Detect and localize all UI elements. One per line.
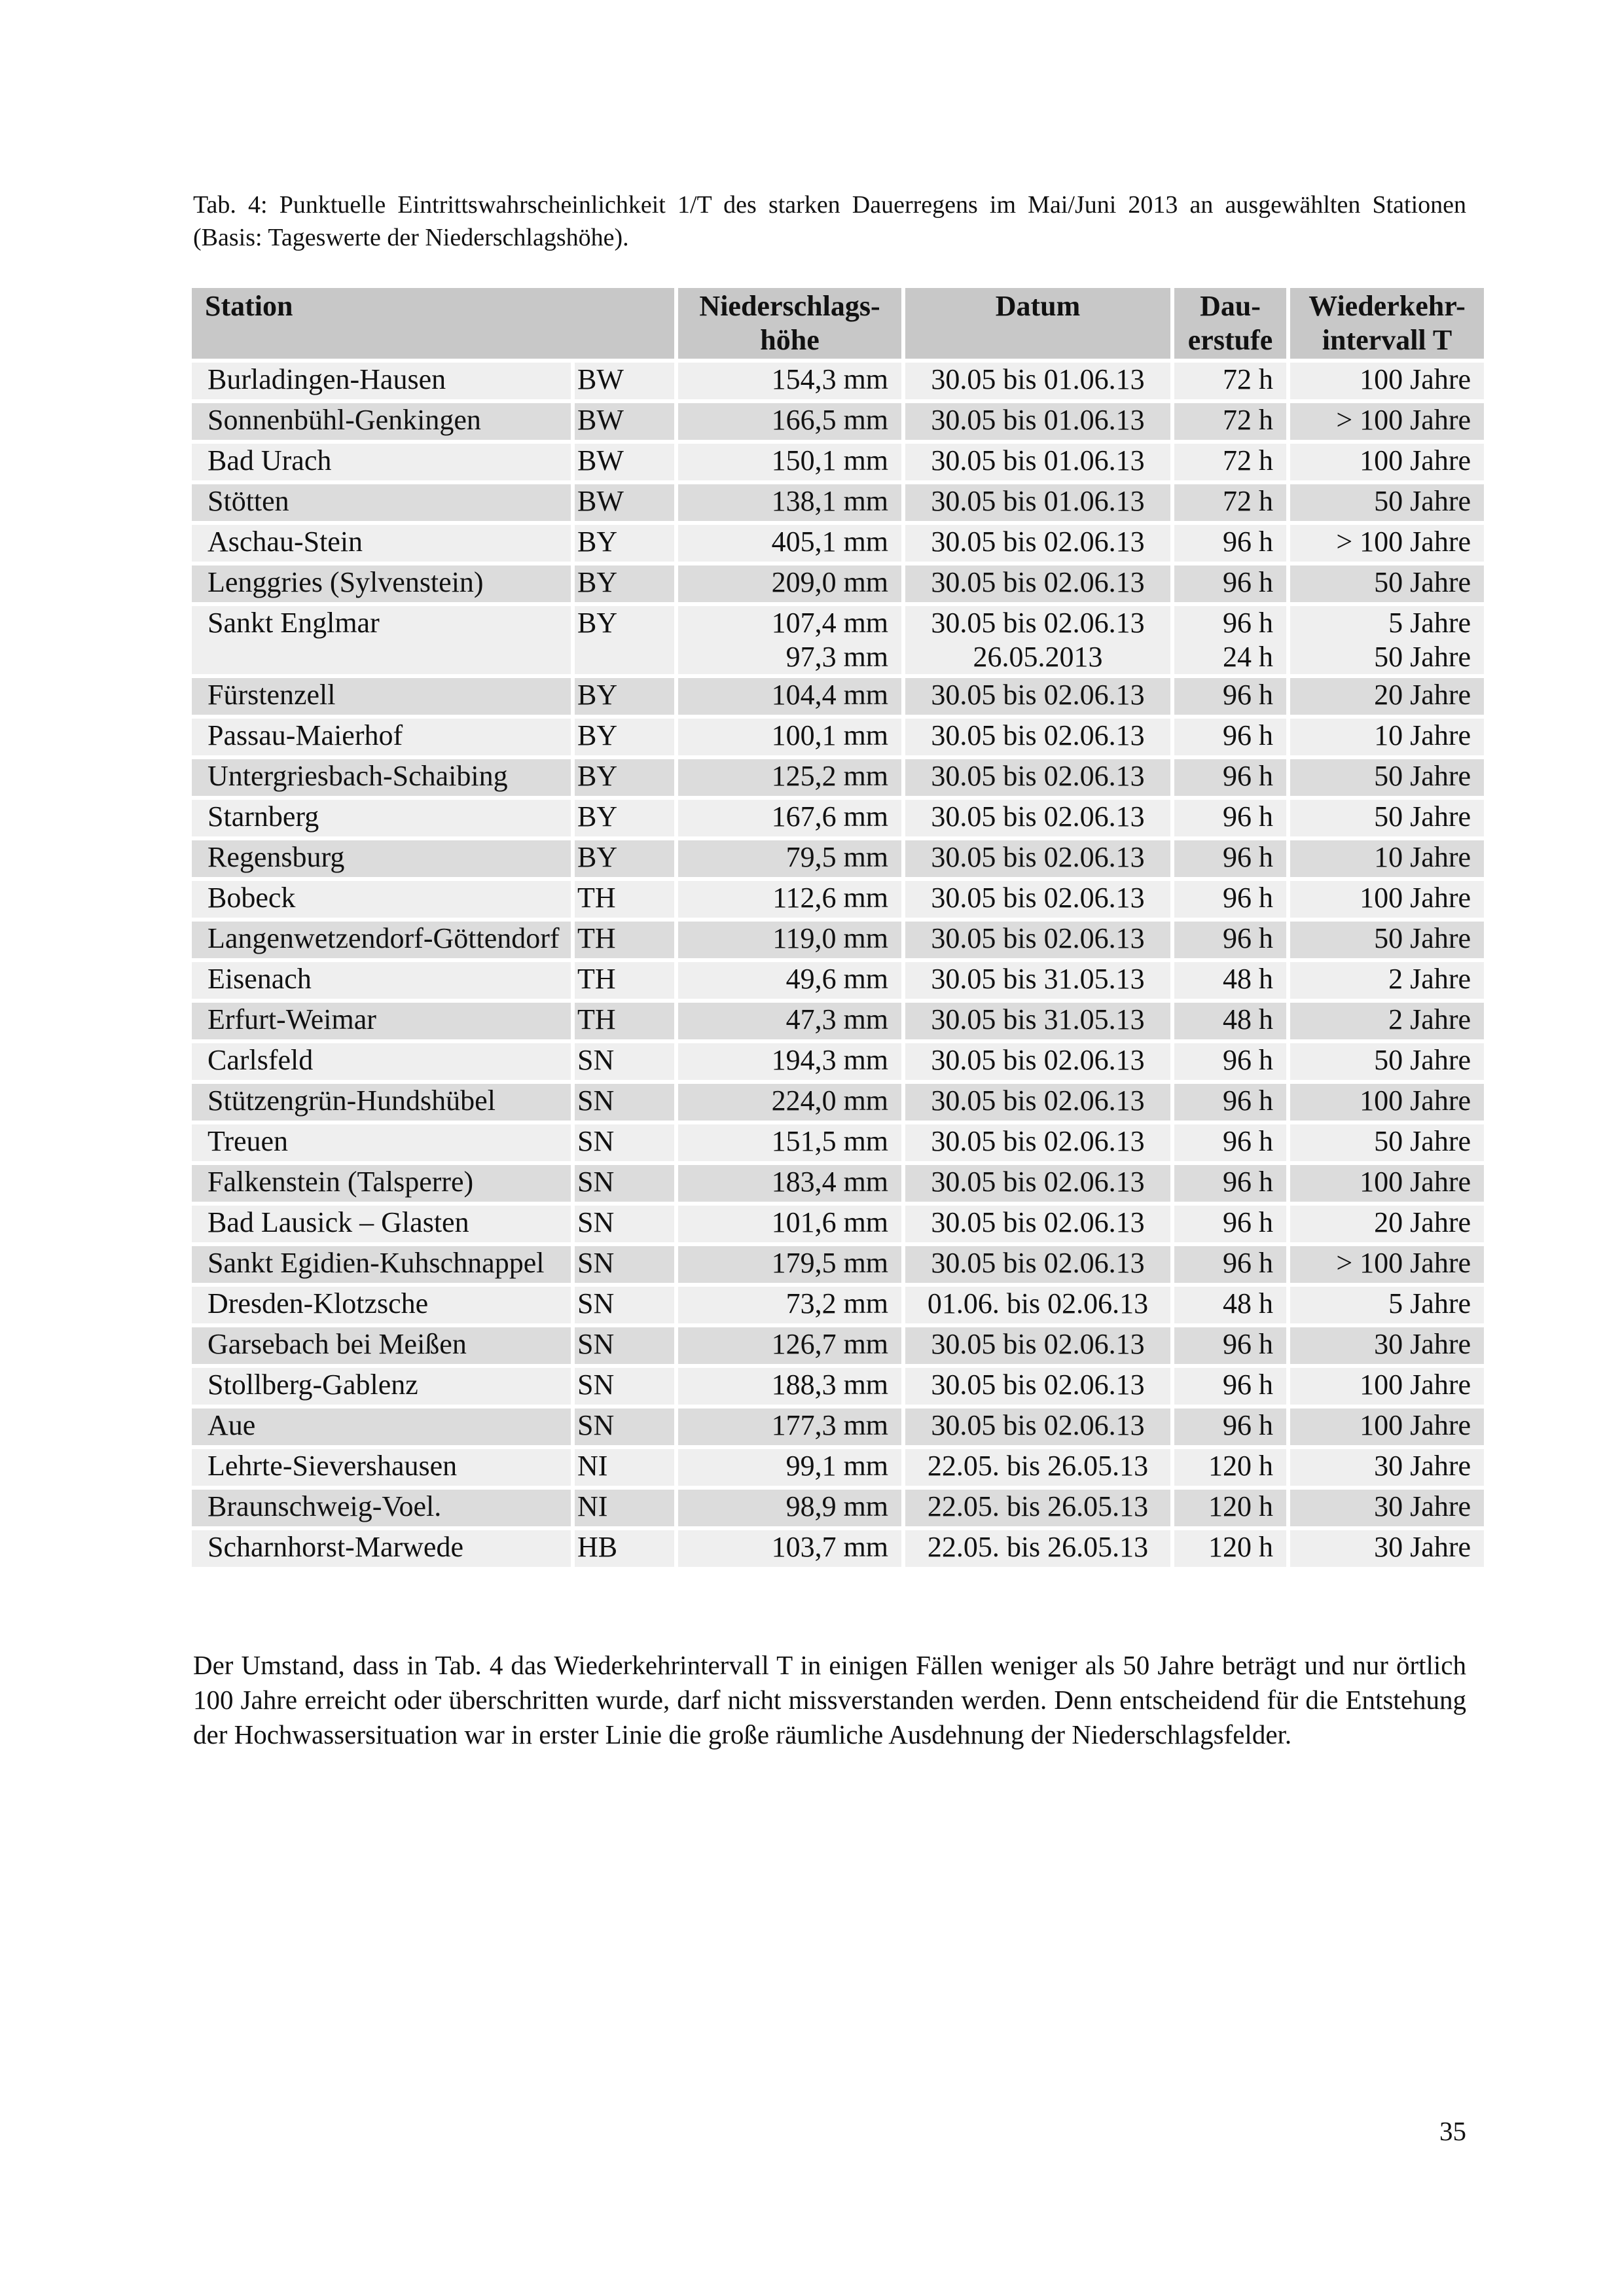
cell-dauerstufe: 48 h	[1174, 1003, 1286, 1039]
cell-land: BW	[575, 403, 674, 440]
cell-wiederkehrintervall: 30 Jahre	[1290, 1449, 1484, 1486]
table-row	[192, 1368, 1484, 1405]
cell-wiederkehrintervall: 2 Jahre	[1290, 1003, 1484, 1039]
table-row	[192, 565, 1484, 602]
page-number: 35	[1439, 2116, 1466, 2146]
cell-niederschlagshoehe-line2: 97,3 mm	[785, 641, 889, 673]
cell-niederschlagshoehe: 103,7 mm	[678, 1530, 901, 1567]
cell-datum: 30.05 bis 02.06.13	[905, 525, 1170, 562]
cell-dauerstufe: 48 h	[1174, 962, 1286, 999]
cell-land: BW	[575, 363, 674, 399]
cell-station: Fürstenzell	[192, 678, 571, 715]
cell-wiederkehrintervall: 30 Jahre	[1290, 1327, 1484, 1364]
cell-niederschlagshoehe: 183,4 mm	[678, 1165, 901, 1202]
table-header-row	[192, 288, 1484, 359]
cell-niederschlagshoehe: 188,3 mm	[678, 1368, 901, 1405]
header-dauerstufe-line2: erstufe	[1187, 324, 1273, 356]
cell-land: TH	[575, 922, 674, 958]
cell-niederschlagshoehe: 209,0 mm	[678, 565, 901, 602]
cell-land: SN	[575, 1043, 674, 1080]
cell-wiederkehrintervall: > 100 Jahre	[1290, 1246, 1484, 1283]
cell-dauerstufe: 72 h	[1174, 363, 1286, 399]
cell-station: Untergriesbach-Schaibing	[192, 759, 571, 796]
cell-station: Eisenach	[192, 962, 571, 999]
cell-station: Lehrte-Sievershausen	[192, 1449, 571, 1486]
cell-station: Falkenstein (Talsperre)	[192, 1165, 571, 1202]
cell-dauerstufe: 96 h	[1174, 1206, 1286, 1242]
table-caption: Tab. 4: Punktuelle Eintrittswahrscheinlichkeit 1/T des starken Dauerregens im Mai/Juni 2013 an ausgewählten Stationen (Basis: Tageswerte der Niederschlagshöhe).	[193, 191, 1466, 251]
cell-land: BY	[575, 759, 674, 796]
cell-land: NI	[575, 1449, 674, 1486]
header-datum: Datum	[905, 288, 1170, 359]
cell-dauerstufe: 96 h	[1174, 719, 1286, 755]
cell-dauerstufe-line1: 96 h	[1223, 607, 1274, 639]
table-body	[192, 363, 1484, 1567]
cell-datum: 30.05 bis 02.06.13	[905, 1206, 1170, 1242]
cell-land: BY	[575, 606, 674, 674]
cell-datum: 30.05 bis 02.06.13	[905, 922, 1170, 958]
cell-land: TH	[575, 1003, 674, 1039]
cell-wiederkehrintervall: 10 Jahre	[1290, 719, 1484, 755]
cell-station: Treuen	[192, 1124, 571, 1161]
cell-wiederkehrintervall: 50 Jahre	[1290, 1043, 1484, 1080]
cell-niederschlagshoehe	[678, 606, 901, 674]
table-row	[192, 840, 1484, 877]
cell-niederschlagshoehe: 194,3 mm	[678, 1043, 901, 1080]
table-row	[192, 1327, 1484, 1364]
table-row	[192, 962, 1484, 999]
cell-niederschlagshoehe: 154,3 mm	[678, 363, 901, 399]
cell-dauerstufe: 96 h	[1174, 1408, 1286, 1445]
cell-datum: 22.05. bis 26.05.13	[905, 1530, 1170, 1567]
cell-datum-line1: 30.05 bis 02.06.13	[931, 607, 1145, 639]
cell-niederschlagshoehe: 166,5 mm	[678, 403, 901, 440]
cell-station: Dresden-Klotzsche	[192, 1287, 571, 1323]
cell-datum: 22.05. bis 26.05.13	[905, 1490, 1170, 1526]
cell-land: SN	[575, 1368, 674, 1405]
cell-station: Sankt Egidien-Kuhschnappel	[192, 1246, 571, 1283]
cell-datum: 30.05 bis 02.06.13	[905, 1246, 1170, 1283]
cell-niederschlagshoehe: 49,6 mm	[678, 962, 901, 999]
cell-wiederkehrintervall: 100 Jahre	[1290, 881, 1484, 918]
table-row	[192, 759, 1484, 796]
cell-dauerstufe: 96 h	[1174, 881, 1286, 918]
cell-dauerstufe: 96 h	[1174, 922, 1286, 958]
cell-land: SN	[575, 1287, 674, 1323]
table-row	[192, 719, 1484, 755]
cell-station: Bad Lausick – Glasten	[192, 1206, 571, 1242]
cell-niederschlagshoehe: 150,1 mm	[678, 444, 901, 480]
body-paragraph: Der Umstand, dass in Tab. 4 das Wiederkehrintervall T in einigen Fällen weniger als 50 Jahre beträgt und nur örtlich 100 Jahre erreicht oder überschritten wurde, darf nicht missverstanden werden. Denn entscheidend für die Entstehung der Hochwassersituation war in erster Linie die große räumliche Ausdehnung der Niederschlagsfelder.	[193, 1650, 1466, 1749]
cell-wiederkehrintervall: 100 Jahre	[1290, 1084, 1484, 1121]
cell-station: Aue	[192, 1408, 571, 1445]
cell-wiederkehrintervall: 2 Jahre	[1290, 962, 1484, 999]
cell-niederschlagshoehe: 119,0 mm	[678, 922, 901, 958]
cell-wiederkehrintervall: 100 Jahre	[1290, 1368, 1484, 1405]
cell-wiederkehrintervall: 100 Jahre	[1290, 1165, 1484, 1202]
cell-niederschlagshoehe: 104,4 mm	[678, 678, 901, 715]
cell-land: BW	[575, 484, 674, 521]
cell-wiederkehrintervall: > 100 Jahre	[1290, 525, 1484, 562]
cell-datum-line2: 26.05.2013	[973, 641, 1103, 673]
cell-dauerstufe: 48 h	[1174, 1287, 1286, 1323]
cell-datum: 30.05 bis 02.06.13	[905, 1165, 1170, 1202]
cell-land: BY	[575, 565, 674, 602]
cell-wiederkehrintervall: 100 Jahre	[1290, 444, 1484, 480]
cell-datum: 01.06. bis 02.06.13	[905, 1287, 1170, 1323]
cell-land: BY	[575, 525, 674, 562]
cell-land: SN	[575, 1246, 674, 1283]
cell-wiederkehrintervall: 50 Jahre	[1290, 922, 1484, 958]
table-row	[192, 606, 1484, 674]
cell-dauerstufe: 96 h	[1174, 1165, 1286, 1202]
table-row	[192, 881, 1484, 918]
cell-land: SN	[575, 1327, 674, 1364]
cell-niederschlagshoehe-line1: 107,4 mm	[771, 607, 889, 639]
cell-station: Carlsfeld	[192, 1043, 571, 1080]
cell-station: Stützengrün-Hundshübel	[192, 1084, 571, 1121]
cell-station: Erfurt-Weimar	[192, 1003, 571, 1039]
cell-land: SN	[575, 1408, 674, 1445]
cell-wiederkehrintervall: 50 Jahre	[1290, 1124, 1484, 1161]
cell-land: SN	[575, 1084, 674, 1121]
cell-land: TH	[575, 881, 674, 918]
cell-station: Aschau-Stein	[192, 525, 571, 562]
table-row	[192, 1124, 1484, 1161]
table-row	[192, 1287, 1484, 1323]
cell-station: Bobeck	[192, 881, 571, 918]
cell-niederschlagshoehe: 151,5 mm	[678, 1124, 901, 1161]
cell-niederschlagshoehe: 100,1 mm	[678, 719, 901, 755]
cell-datum: 30.05 bis 02.06.13	[905, 1124, 1170, 1161]
cell-dauerstufe: 96 h	[1174, 565, 1286, 602]
cell-datum: 30.05 bis 02.06.13	[905, 800, 1170, 836]
cell-datum: 30.05 bis 02.06.13	[905, 719, 1170, 755]
cell-land: BW	[575, 444, 674, 480]
table-row	[192, 678, 1484, 715]
cell-station: Stötten	[192, 484, 571, 521]
table-row	[192, 922, 1484, 958]
cell-niederschlagshoehe: 98,9 mm	[678, 1490, 901, 1526]
cell-niederschlagshoehe: 47,3 mm	[678, 1003, 901, 1039]
cell-niederschlagshoehe: 167,6 mm	[678, 800, 901, 836]
cell-datum: 30.05 bis 02.06.13	[905, 1368, 1170, 1405]
cell-niederschlagshoehe: 73,2 mm	[678, 1287, 901, 1323]
header-wiederkehrintervall	[1290, 288, 1484, 359]
table-row	[192, 1084, 1484, 1121]
cell-land: HB	[575, 1530, 674, 1567]
header-niederschlagshoehe	[678, 288, 901, 359]
cell-wiederkehrintervall: 50 Jahre	[1290, 484, 1484, 521]
cell-wiederkehrintervall: 50 Jahre	[1290, 800, 1484, 836]
table-row	[192, 1530, 1484, 1567]
cell-dauerstufe: 96 h	[1174, 840, 1286, 877]
cell-wiederkehrintervall	[1290, 606, 1484, 674]
station-table	[188, 284, 1488, 1571]
cell-niederschlagshoehe: 79,5 mm	[678, 840, 901, 877]
cell-niederschlagshoehe: 224,0 mm	[678, 1084, 901, 1121]
header-wiederkehrintervall-line1: Wiederkehr-	[1308, 290, 1466, 322]
cell-datum: 30.05 bis 31.05.13	[905, 962, 1170, 999]
cell-wiederkehrintervall: > 100 Jahre	[1290, 403, 1484, 440]
cell-land: BY	[575, 719, 674, 755]
table-row	[192, 484, 1484, 521]
cell-land: SN	[575, 1165, 674, 1202]
cell-wiederkehrintervall: 30 Jahre	[1290, 1490, 1484, 1526]
cell-station: Burladingen-Hausen	[192, 363, 571, 399]
cell-station: Sonnenbühl-Genkingen	[192, 403, 571, 440]
cell-niederschlagshoehe: 126,7 mm	[678, 1327, 901, 1364]
cell-datum: 30.05 bis 02.06.13	[905, 1408, 1170, 1445]
table-row	[192, 403, 1484, 440]
cell-dauerstufe: 96 h	[1174, 759, 1286, 796]
cell-niederschlagshoehe: 99,1 mm	[678, 1449, 901, 1486]
cell-niederschlagshoehe: 179,5 mm	[678, 1246, 901, 1283]
cell-niederschlagshoehe: 125,2 mm	[678, 759, 901, 796]
table-row	[192, 1165, 1484, 1202]
cell-wiederkehrintervall: 5 Jahre	[1290, 1287, 1484, 1323]
cell-niederschlagshoehe: 405,1 mm	[678, 525, 901, 562]
cell-datum: 30.05 bis 31.05.13	[905, 1003, 1170, 1039]
cell-dauerstufe: 96 h	[1174, 1043, 1286, 1080]
table-row	[192, 1490, 1484, 1526]
header-dauerstufe-line1: Dau-	[1200, 290, 1261, 322]
table-row	[192, 444, 1484, 480]
cell-datum	[905, 606, 1170, 674]
cell-station: Passau-Maierhof	[192, 719, 571, 755]
cell-wiederkehrintervall-line1: 5 Jahre	[1388, 607, 1471, 639]
cell-wiederkehrintervall: 20 Jahre	[1290, 1206, 1484, 1242]
cell-station: Garsebach bei Meißen	[192, 1327, 571, 1364]
header-niederschlagshoehe-line1: Niederschlags-	[699, 290, 880, 322]
table-row	[192, 1043, 1484, 1080]
cell-niederschlagshoehe: 112,6 mm	[678, 881, 901, 918]
cell-station: Lenggries (Sylvenstein)	[192, 565, 571, 602]
cell-land: TH	[575, 962, 674, 999]
cell-station: Regensburg	[192, 840, 571, 877]
cell-wiederkehrintervall: 10 Jahre	[1290, 840, 1484, 877]
cell-dauerstufe: 120 h	[1174, 1530, 1286, 1567]
cell-dauerstufe-line2: 24 h	[1223, 641, 1274, 673]
table-row	[192, 1206, 1484, 1242]
cell-station: Starnberg	[192, 800, 571, 836]
table-row	[192, 1246, 1484, 1283]
header-niederschlagshoehe-line2: höhe	[760, 324, 820, 356]
cell-dauerstufe: 96 h	[1174, 1368, 1286, 1405]
cell-dauerstufe: 96 h	[1174, 1084, 1286, 1121]
table-row	[192, 1003, 1484, 1039]
cell-land: SN	[575, 1124, 674, 1161]
cell-niederschlagshoehe: 101,6 mm	[678, 1206, 901, 1242]
cell-dauerstufe: 120 h	[1174, 1449, 1286, 1486]
cell-wiederkehrintervall: 50 Jahre	[1290, 759, 1484, 796]
cell-dauerstufe: 72 h	[1174, 444, 1286, 480]
cell-dauerstufe: 72 h	[1174, 403, 1286, 440]
header-dauerstufe	[1174, 288, 1286, 359]
cell-datum: 30.05 bis 01.06.13	[905, 363, 1170, 399]
cell-station: Stollberg-Gablenz	[192, 1368, 571, 1405]
cell-land: BY	[575, 800, 674, 836]
cell-dauerstufe: 96 h	[1174, 678, 1286, 715]
cell-station: Langenwetzendorf-Göttendorf	[192, 922, 571, 958]
cell-station: Scharnhorst-Marwede	[192, 1530, 571, 1567]
cell-wiederkehrintervall-line2: 50 Jahre	[1374, 641, 1471, 673]
cell-station: Sankt Englmar	[192, 606, 571, 674]
table-row	[192, 800, 1484, 836]
header-wiederkehrintervall-line2: intervall T	[1322, 324, 1453, 356]
cell-station: Braunschweig-Voel.	[192, 1490, 571, 1526]
cell-station: Bad Urach	[192, 444, 571, 480]
cell-datum: 30.05 bis 02.06.13	[905, 759, 1170, 796]
cell-datum: 30.05 bis 02.06.13	[905, 1084, 1170, 1121]
cell-datum: 30.05 bis 01.06.13	[905, 403, 1170, 440]
cell-wiederkehrintervall: 50 Jahre	[1290, 565, 1484, 602]
cell-wiederkehrintervall: 100 Jahre	[1290, 1408, 1484, 1445]
cell-dauerstufe: 72 h	[1174, 484, 1286, 521]
cell-datum: 30.05 bis 02.06.13	[905, 1327, 1170, 1364]
cell-datum: 30.05 bis 02.06.13	[905, 565, 1170, 602]
cell-datum: 30.05 bis 02.06.13	[905, 1043, 1170, 1080]
cell-datum: 30.05 bis 02.06.13	[905, 881, 1170, 918]
table-row	[192, 1408, 1484, 1445]
cell-datum: 22.05. bis 26.05.13	[905, 1449, 1170, 1486]
cell-dauerstufe: 96 h	[1174, 1246, 1286, 1283]
cell-dauerstufe: 120 h	[1174, 1490, 1286, 1526]
cell-datum: 30.05 bis 01.06.13	[905, 484, 1170, 521]
cell-dauerstufe: 96 h	[1174, 1327, 1286, 1364]
cell-land: SN	[575, 1206, 674, 1242]
cell-niederschlagshoehe: 138,1 mm	[678, 484, 901, 521]
cell-dauerstufe: 96 h	[1174, 800, 1286, 836]
cell-land: BY	[575, 678, 674, 715]
table-row	[192, 1449, 1484, 1486]
cell-land: NI	[575, 1490, 674, 1526]
header-station: Station	[192, 288, 674, 359]
cell-wiederkehrintervall: 100 Jahre	[1290, 363, 1484, 399]
cell-datum: 30.05 bis 02.06.13	[905, 840, 1170, 877]
cell-datum: 30.05 bis 02.06.13	[905, 678, 1170, 715]
cell-dauerstufe: 96 h	[1174, 1124, 1286, 1161]
cell-datum: 30.05 bis 01.06.13	[905, 444, 1170, 480]
table-row	[192, 525, 1484, 562]
cell-wiederkehrintervall: 20 Jahre	[1290, 678, 1484, 715]
cell-land: BY	[575, 840, 674, 877]
table-row	[192, 363, 1484, 399]
cell-dauerstufe	[1174, 606, 1286, 674]
cell-niederschlagshoehe: 177,3 mm	[678, 1408, 901, 1445]
cell-wiederkehrintervall: 30 Jahre	[1290, 1530, 1484, 1567]
cell-dauerstufe: 96 h	[1174, 525, 1286, 562]
